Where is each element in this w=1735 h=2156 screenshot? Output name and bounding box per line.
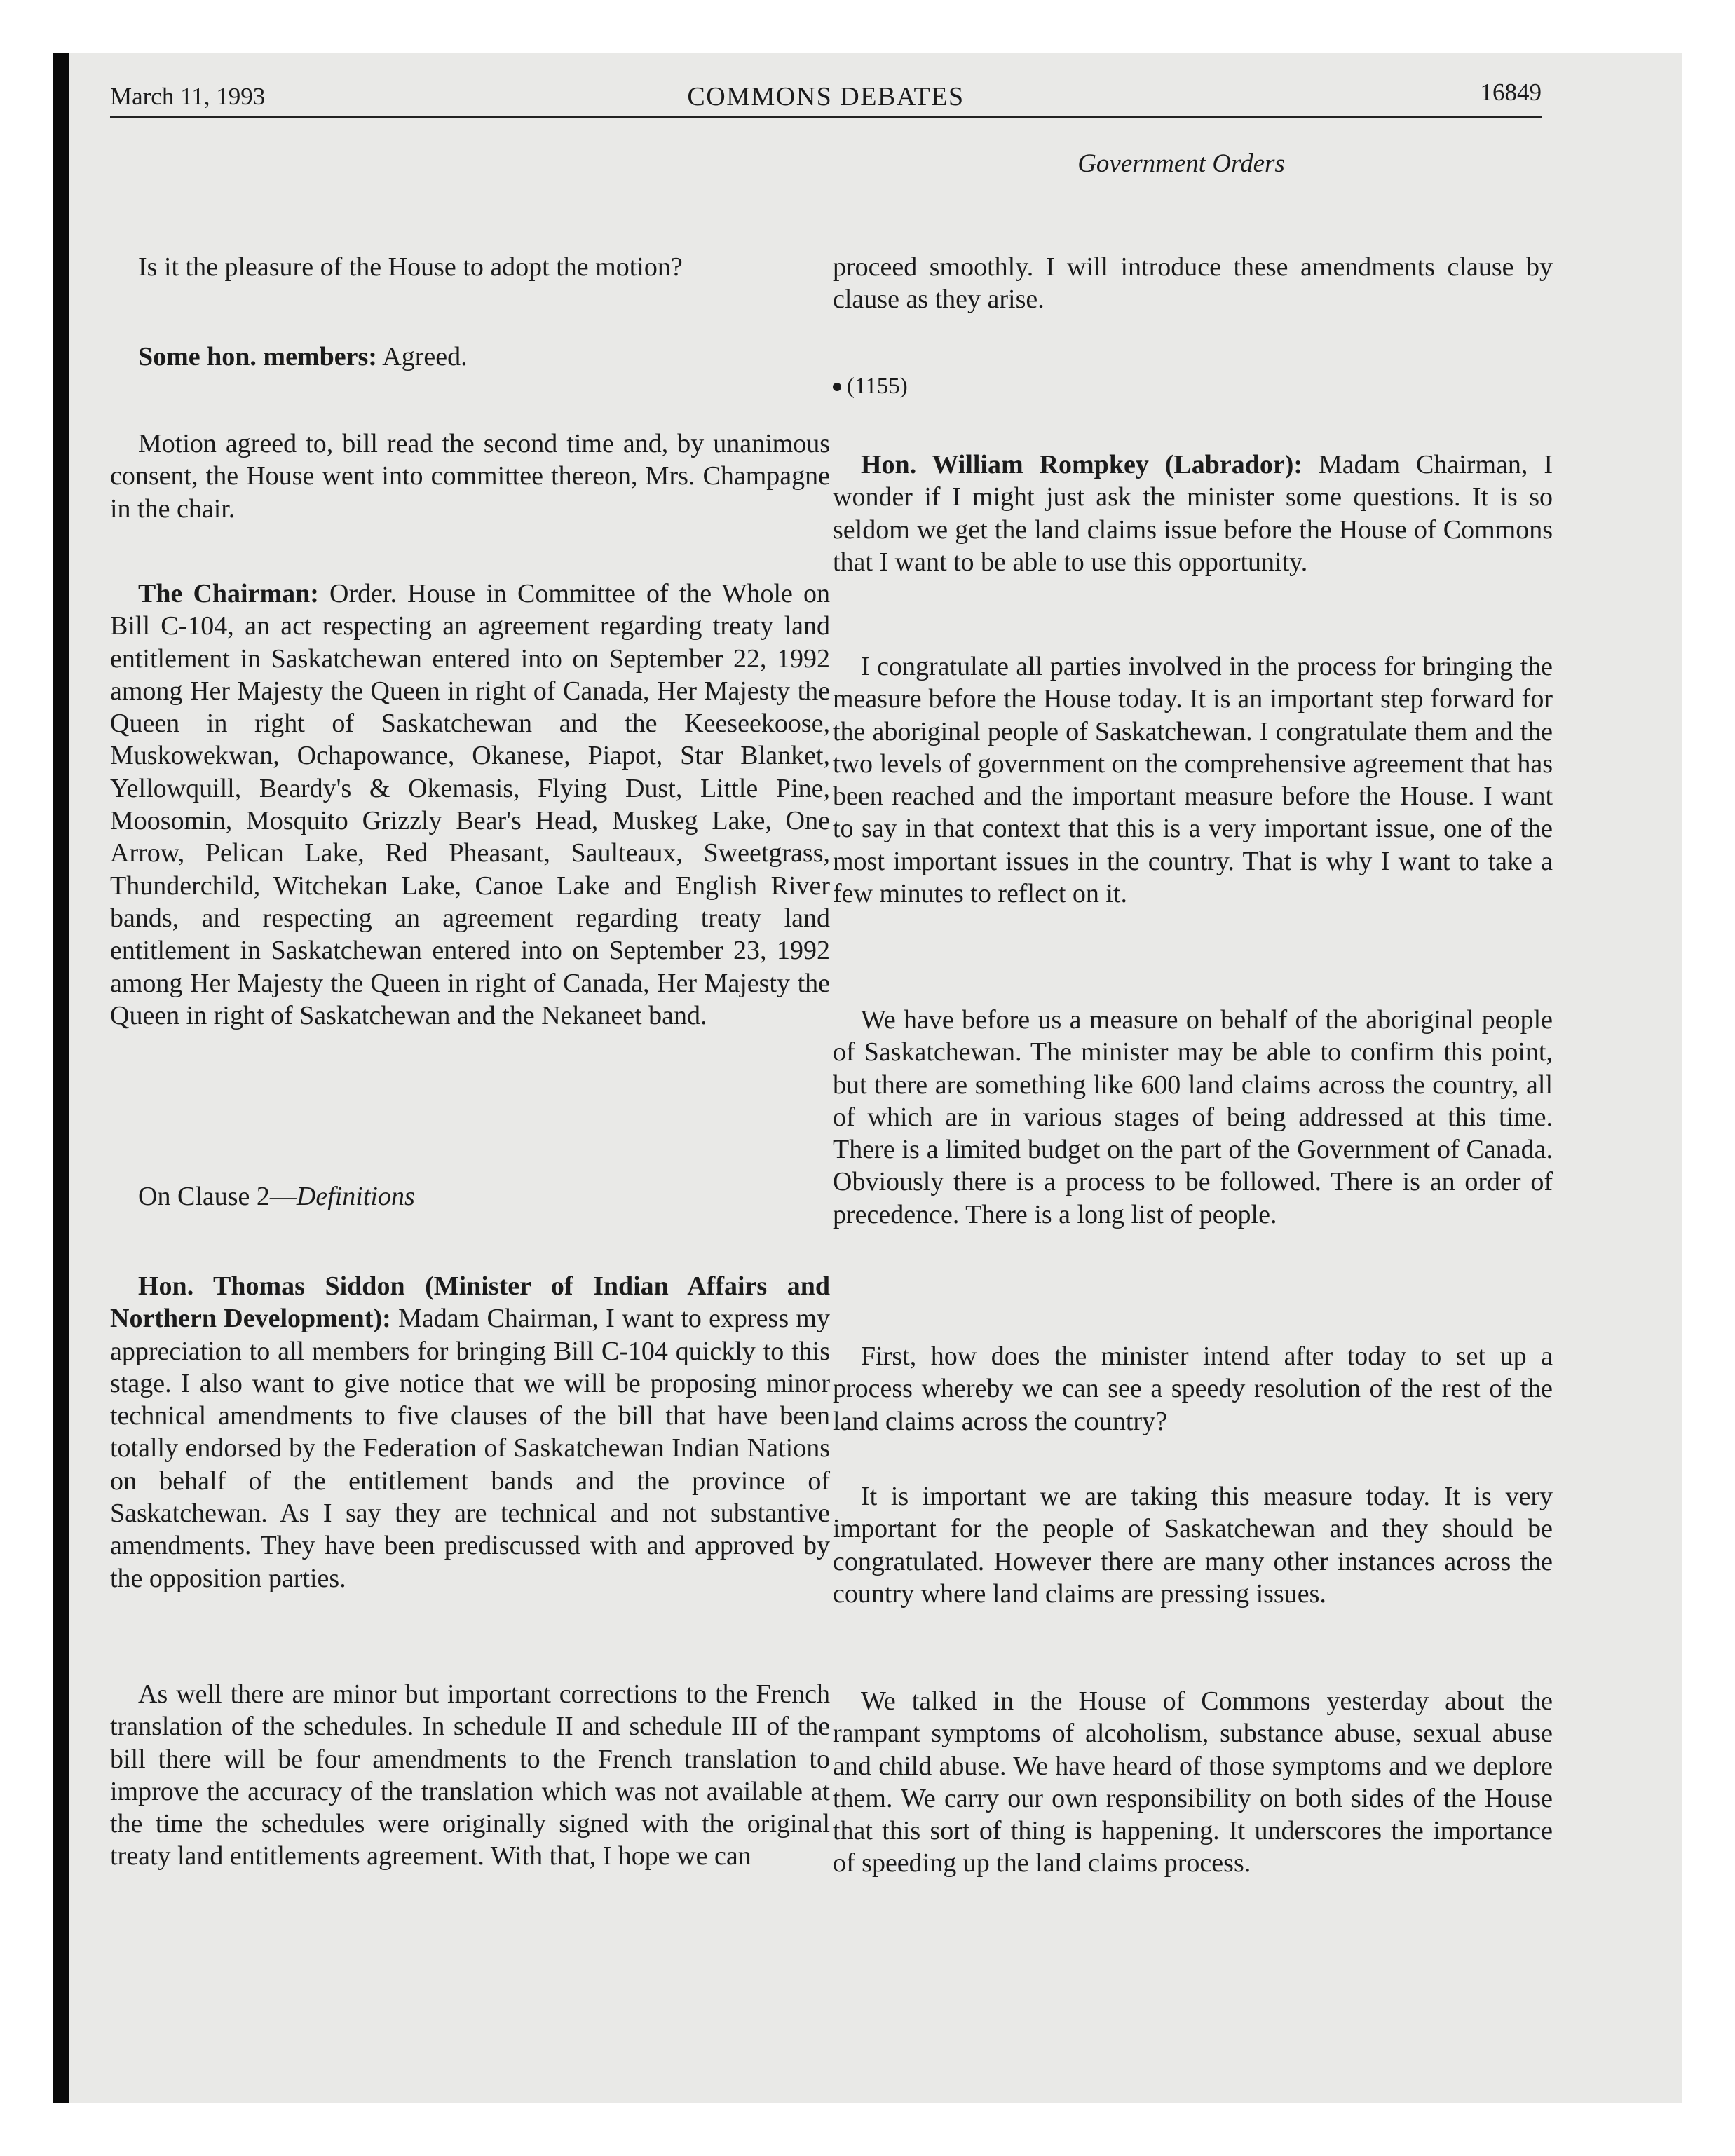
running-header	[110, 73, 1542, 118]
question-paragraph: Is it the pleasure of the House to adopt the motion?	[138, 252, 683, 282]
scan-edge-shadow	[53, 53, 69, 2103]
speech-text: Agreed.	[376, 342, 468, 371]
timestamp: (1155)	[847, 374, 908, 399]
importance-paragraph: It is important we are taking this measure today. It is very important for the people of Saskatchewan and they should be congratulated. However there are many other instances across the country where land claims are pressing issues.	[833, 1482, 1553, 1609]
header-publication: COMMONS DEBATES	[687, 82, 965, 111]
clause-heading	[110, 1180, 830, 1213]
land-claims-paragraph: We have before us a measure on behalf of the aboriginal people of Saskatchewan. The minister may be able to confirm this point, but there are something like 600 land claims across the country, all of which are in various stages of being addressed at this time. There is a limited budget on the part of the Government of Canada. Obviously there is a process to be followed. There is an order of precedence. There is a long list of people.	[833, 1005, 1553, 1229]
speech-text: Madam Chairman, I want to express my appreciation to all members for bringing Bill C-104 quickly to this stage. I also want to give notice that we will be proposing minor technical amendments to five clauses of the bill that have been totally endorsed by the Federation of Saskatchewan Indian Nations on behalf of the entitlement bands and the province of Saskatchewan. As I say they are technical and not substantive amendments. They have been prediscussed with and approved by the opposition parties.	[110, 1304, 830, 1593]
section-heading: Government Orders	[1077, 149, 1285, 178]
motion-paragraph: Motion agreed to, bill read the second time and, by unanimous consent, the House went into committee thereon, Mrs. Champagne in the chair.	[110, 429, 830, 524]
siddon-paragraph	[110, 1270, 830, 1595]
speaker-name: Some hon. members:	[138, 342, 377, 371]
speaker-name: Hon. Thomas Siddon (Minister of Indian Affairs and Northern Development):	[110, 1271, 830, 1334]
corrections-paragraph: As well there are minor but important corrections to the French translation of the schedules. In schedule II and schedule III of the bill there will be four amendments to the French translation to improve the accuracy of the translation which was not available at the time the schedules were originally signed with the original treaty land entitlements agreement. With that, I hope we can	[110, 1679, 830, 1871]
speech-text: Order. House in Committee of the Whole on Bill C-104, an act respecting an agreement regarding treaty land entitlement in Saskatchewan entered into on September 22, 1992 among Her Majesty the Queen in right of Canada, Her Majesty the Queen in right of Saskatchewan and the Keeseekoose, Muskowekwan, Ochapowance, Okanese, Piapot, Star Blanket, Yellowquill, Beardy's & Okemasis, Flying Dust, Little Pine, Moosomin, Mosquito Grizzly Bear's Head, Muskeg Lake, One Arrow, Pelican Lake, Red Pheasant, Saulteaux, Sweetgrass, Thunderchild, Witchekan Lake, Canoe Lake and English River bands, and respecting an agreement regarding treaty land entitlement in Saskatchewan entered into on September 23, 1992 among Her Majesty the Queen in right of Canada, Her Majesty the Queen in right of Saskatchewan and the Nekaneet band.	[110, 579, 830, 1030]
speech-text: Madam Chairman, I wonder if I might just ask the minister some questions. It is so seldom we get the land claims issue before the House of Commons that I want to be able to use this opportunity.	[833, 450, 1553, 577]
header-page-number: 16849	[1480, 79, 1542, 106]
clause-title: Definitions	[296, 1182, 415, 1211]
header-date: March 11, 1993	[110, 83, 266, 110]
clause-prefix: On Clause 2—	[138, 1182, 297, 1211]
bullet-icon	[833, 383, 841, 391]
question-to-minister-paragraph: First, how does the minister intend after today to set up a process whereby we can see a speedy resolution of the rest of the land claims across the country?	[833, 1342, 1553, 1436]
chairman-paragraph	[110, 578, 830, 1032]
speaker-name: The Chairman:	[138, 579, 319, 608]
timestamp-line	[833, 369, 1553, 402]
congratulations-paragraph: I congratulate all parties involved in the process for bringing the measure before the House today. It is an important step forward for the aboriginal people of Saskatchewan. I congratulate them and the two levels of government on the comprehensive agreement that has been reached and the important measure before the House. I want to say in that context that this is a very important issue, one of the most important issues in the country. That is why I want to take a few minutes to reflect on it.	[833, 652, 1553, 909]
rompkey-paragraph	[833, 449, 1553, 578]
symptoms-paragraph: We talked in the House of Commons yesterday about the rampant symptoms of alcoholism, substance abuse, sexual abuse and child abuse. We have heard of those symptoms and we deplore them. We carry our own responsibility on both sides of the House that this sort of thing is happening. It underscores the importance of speeding up the land claims process.	[833, 1686, 1553, 1878]
members-response-paragraph	[110, 341, 830, 373]
continuation-paragraph: proceed smoothly. I will introduce these amendments clause by clause as they arise.	[833, 252, 1553, 315]
speaker-name: Hon. William Rompkey (Labrador):	[861, 450, 1303, 479]
